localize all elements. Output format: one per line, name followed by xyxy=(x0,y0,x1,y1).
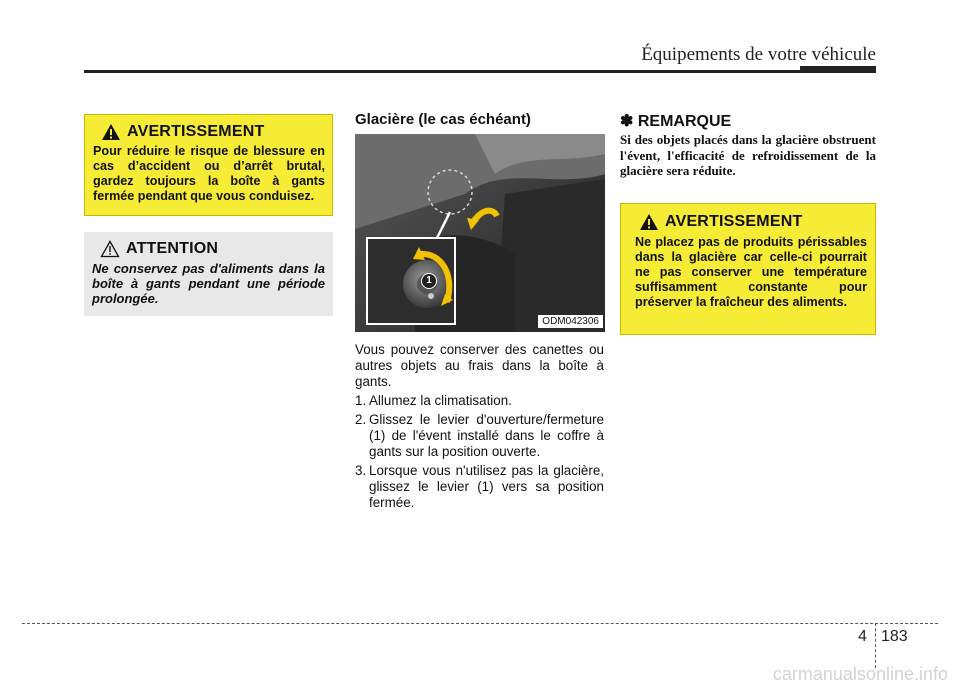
section-title: Glacière (le cas échéant) xyxy=(355,111,531,128)
glovebox-cooler-photo xyxy=(355,134,605,332)
note-title-label: REMARQUE xyxy=(637,113,732,130)
warning-box-left xyxy=(84,114,333,216)
warning-header xyxy=(93,123,325,141)
page-header-title: Équipements de votre véhicule xyxy=(641,44,876,65)
warning-text: Ne placez pas de produits périssables dans la glacière car celle-ci pourrait ne pas conserver une température suffisamment constante pour préserver la fraîcheur des aliments. xyxy=(635,235,867,309)
step-number: 1. xyxy=(355,393,367,408)
page-number: 183 xyxy=(881,628,908,645)
warning-text: Pour réduire le risque de blessure en cas d’accident ou d’arrêt brutal, gardez toujours la boîte à gants fermée pendant que vous conduisez. xyxy=(93,144,325,203)
body-text xyxy=(355,342,604,514)
note-text: Si des objets placés dans la glacière obstruent l'évent, l'efficacité de refroidissement de la glacière sera réduite. xyxy=(620,132,876,178)
header-rule xyxy=(84,70,876,73)
note-title xyxy=(620,111,731,131)
warning-title: AVERTISSEMENT xyxy=(127,123,265,140)
footer-divider xyxy=(875,623,876,668)
note-symbol-icon: ✽ xyxy=(620,113,634,130)
photo-illustration xyxy=(355,134,605,332)
callout-marker-label: 1 xyxy=(426,275,432,286)
warning-triangle-icon xyxy=(639,213,659,231)
chapter-number: 4 xyxy=(858,628,867,645)
footer-rule xyxy=(22,623,938,624)
warning-title: AVERTISSEMENT xyxy=(665,213,803,230)
warning-header xyxy=(635,213,867,231)
caution-triangle-icon xyxy=(100,240,120,258)
step-text: Allumez la climatisation. xyxy=(369,393,512,408)
intro-paragraph: Vous pouvez conserver des canettes ou autres objets au frais dans la boîte à gants. xyxy=(355,342,604,389)
warning-box-right xyxy=(620,203,876,335)
caution-box xyxy=(84,232,333,316)
caution-header xyxy=(92,240,325,258)
header-rule-accent xyxy=(800,66,876,72)
step-number: 3. xyxy=(355,463,367,478)
step-item xyxy=(355,393,604,409)
step-number: 2. xyxy=(355,412,367,427)
image-code-label: ODM042306 xyxy=(538,315,603,328)
caution-text: Ne conservez pas d'aliments dans la boîte à gants pendant une période prolongée. xyxy=(92,261,325,306)
step-text: Lorsque vous n'utilisez pas la glacière, glissez le levier (1) vers sa position fermée. xyxy=(369,463,604,510)
step-item xyxy=(355,463,604,511)
caution-title: ATTENTION xyxy=(126,240,219,257)
step-item xyxy=(355,412,604,460)
callout-marker-1 xyxy=(421,273,437,289)
watermark: carmanualsonline.info xyxy=(772,664,948,684)
step-text: Glissez le levier d'ouverture/fermeture (1) de l'évent installé dans le coffre à gants sur la position ouverte. xyxy=(369,412,604,459)
warning-triangle-icon xyxy=(101,123,121,141)
